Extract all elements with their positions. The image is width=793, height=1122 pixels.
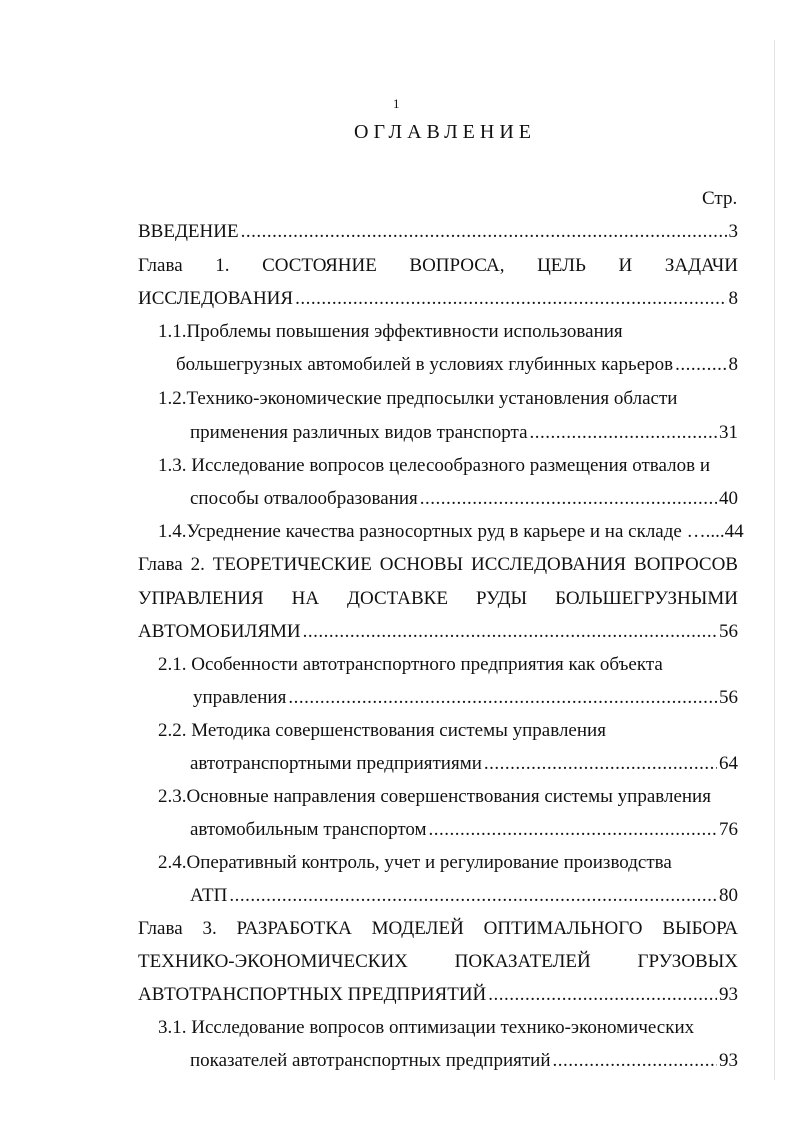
scan-edge-line: [774, 40, 775, 1080]
toc-section-1-1-cont[interactable]: [176, 353, 738, 377]
toc-chapter-3-cont[interactable]: [138, 983, 738, 1007]
toc-page-number: 31: [719, 422, 738, 443]
toc-entry-title: 1.4.Усреднение качества разносортных руд в карьере и на складе: [158, 521, 687, 542]
toc-word: ОПТИМАЛЬНОГО: [483, 918, 643, 939]
toc-word: СОСТОЯНИЕ: [262, 255, 377, 276]
toc-word: 3.: [202, 918, 217, 939]
toc-entry-title: АВТОМОБИЛЯМИ: [138, 621, 301, 642]
dot-leader: [229, 884, 717, 908]
toc-word: И: [618, 255, 633, 276]
toc-word: ВОПРОСОВ: [634, 554, 738, 575]
toc-section-2-1-cont[interactable]: [193, 686, 738, 710]
toc-word: УПРАВЛЕНИЯ: [138, 588, 264, 609]
toc-word: ПОКАЗАТЕЛЕЙ: [454, 951, 591, 972]
toc-page-number: 8: [728, 354, 738, 375]
toc-word: 2.: [190, 554, 205, 575]
dot-leader: [303, 620, 717, 644]
toc-section-1-3[interactable]: 1.3. Исследование вопросов целесообразного размещения отвалов и: [158, 455, 711, 476]
toc-section-2-2[interactable]: 2.2. Методика совершенствования системы управления: [158, 720, 606, 741]
dot-leader: [530, 421, 717, 445]
dot-leader: [241, 220, 727, 244]
toc-page-number: 40: [719, 488, 738, 509]
toc-entry-title: ВВЕДЕНИЕ: [138, 221, 239, 242]
toc-entry-title: управления: [193, 687, 287, 708]
toc-entry-title: большегрузных автомобилей в условиях глубинных карьеров: [176, 354, 674, 375]
toc-entry-intro[interactable]: [138, 220, 738, 244]
page-number: 1: [393, 96, 400, 111]
toc-entry-title: показателей автотранспортных предприятий: [190, 1050, 551, 1071]
dot-leader: [288, 686, 717, 710]
toc-entry-title: АВТОТРАНСПОРТНЫХ ПРЕДПРИЯТИЙ: [138, 984, 487, 1005]
toc-word: НА: [291, 588, 320, 609]
toc-chapter-2-line2[interactable]: [138, 587, 738, 611]
page-title: ОГЛАВЛЕНИЕ: [354, 121, 536, 143]
toc-chapter-2[interactable]: [138, 553, 738, 577]
toc-page-number: 44: [724, 521, 744, 542]
toc-section-1-3-cont[interactable]: [190, 487, 738, 511]
toc-section-1-1[interactable]: 1.1.Проблемы повышения эффективности использования: [158, 321, 623, 342]
toc-word: БОЛЬШЕГРУЗНЫМИ: [555, 588, 738, 609]
toc-word: РУДЫ: [475, 588, 528, 609]
toc-page-number: 64: [719, 753, 738, 774]
toc-word: ОСНОВЫ: [379, 554, 464, 575]
toc-word: ЗАДАЧИ: [664, 255, 738, 276]
toc-section-3-1[interactable]: 3.1. Исследование вопросов оптимизации технико-экономических: [158, 1017, 695, 1038]
toc-word: ЦЕЛЬ: [537, 255, 586, 276]
toc-page-number: 93: [719, 1050, 738, 1071]
toc-section-2-1[interactable]: 2.1. Особенности автотранспортного предприятия как объекта: [158, 654, 663, 675]
toc-section-1-2-cont[interactable]: [190, 421, 738, 445]
toc-entry-title: автотранспортными предприятиями: [190, 753, 482, 774]
toc-word: ИССЛЕДОВАНИЯ: [471, 554, 627, 575]
toc-entry-title: способы отвалообразования: [190, 488, 418, 509]
toc-word: 1.: [215, 255, 230, 276]
toc-chapter-1-cont[interactable]: [138, 287, 738, 311]
toc-word: ВЫБОРА: [662, 918, 738, 939]
toc-word: ВОПРОСА,: [409, 255, 505, 276]
dot-leader: [553, 1049, 718, 1073]
toc-page-number: 56: [719, 687, 738, 708]
toc-chapter-3-line2[interactable]: [138, 950, 738, 974]
dot-leader: [429, 818, 717, 842]
toc-entry-title: АТП: [190, 885, 228, 906]
toc-section-2-3[interactable]: 2.3.Основные направления совершенствования системы управления: [158, 786, 711, 807]
toc-section-2-4-cont[interactable]: [190, 884, 738, 908]
toc-entry-title: применения различных видов транспорта: [190, 422, 528, 443]
toc-section-3-1-cont[interactable]: [190, 1049, 738, 1073]
toc-section-2-2-cont[interactable]: [190, 752, 738, 776]
toc-word: ГРУЗОВЫХ: [637, 951, 738, 972]
toc-chapter-3[interactable]: [138, 917, 738, 941]
toc-chapter-2-cont[interactable]: [138, 620, 738, 644]
page-column-label: Стр.: [702, 188, 738, 209]
toc-section-2-4[interactable]: 2.4.Оперативный контроль, учет и регулирование производства: [158, 852, 672, 873]
toc-page-number: 76: [719, 819, 738, 840]
toc-page-number: 3: [728, 221, 738, 242]
toc-word: Глава: [138, 918, 183, 939]
toc-section-2-3-cont[interactable]: [190, 818, 738, 842]
toc-word: Глава: [138, 554, 183, 575]
toc-word: ТЕОРЕТИЧЕСКИЕ: [212, 554, 372, 575]
toc-page-number: 56: [719, 621, 738, 642]
toc-entry-title: ИССЛЕДОВАНИЯ: [138, 288, 294, 309]
toc-page-number: 80: [719, 885, 738, 906]
toc-page-number: 8: [728, 288, 738, 309]
toc-page-number: 93: [719, 984, 738, 1005]
dot-leader: [420, 487, 717, 511]
dot-leader: [295, 287, 726, 311]
toc-word: РАЗРАБОТКА: [236, 918, 352, 939]
toc-word: ТЕХНИКО-ЭКОНОМИЧЕСКИХ: [138, 951, 408, 972]
toc-chapter-1[interactable]: [138, 254, 738, 278]
toc-word: ДОСТАВКЕ: [347, 588, 448, 609]
toc-section-1-2[interactable]: 1.2.Технико-экономические предпосылки установления области: [158, 388, 678, 409]
dot-leader: [675, 353, 726, 377]
dot-leader: …....: [686, 521, 725, 542]
dot-leader: [484, 752, 717, 776]
dot-leader: [488, 983, 717, 1007]
toc-entry-title: автомобильным транспортом: [190, 819, 427, 840]
toc-word: МОДЕЛЕЙ: [371, 918, 464, 939]
toc-word: Глава: [138, 255, 183, 276]
toc-section-1-4[interactable]: [158, 520, 744, 544]
